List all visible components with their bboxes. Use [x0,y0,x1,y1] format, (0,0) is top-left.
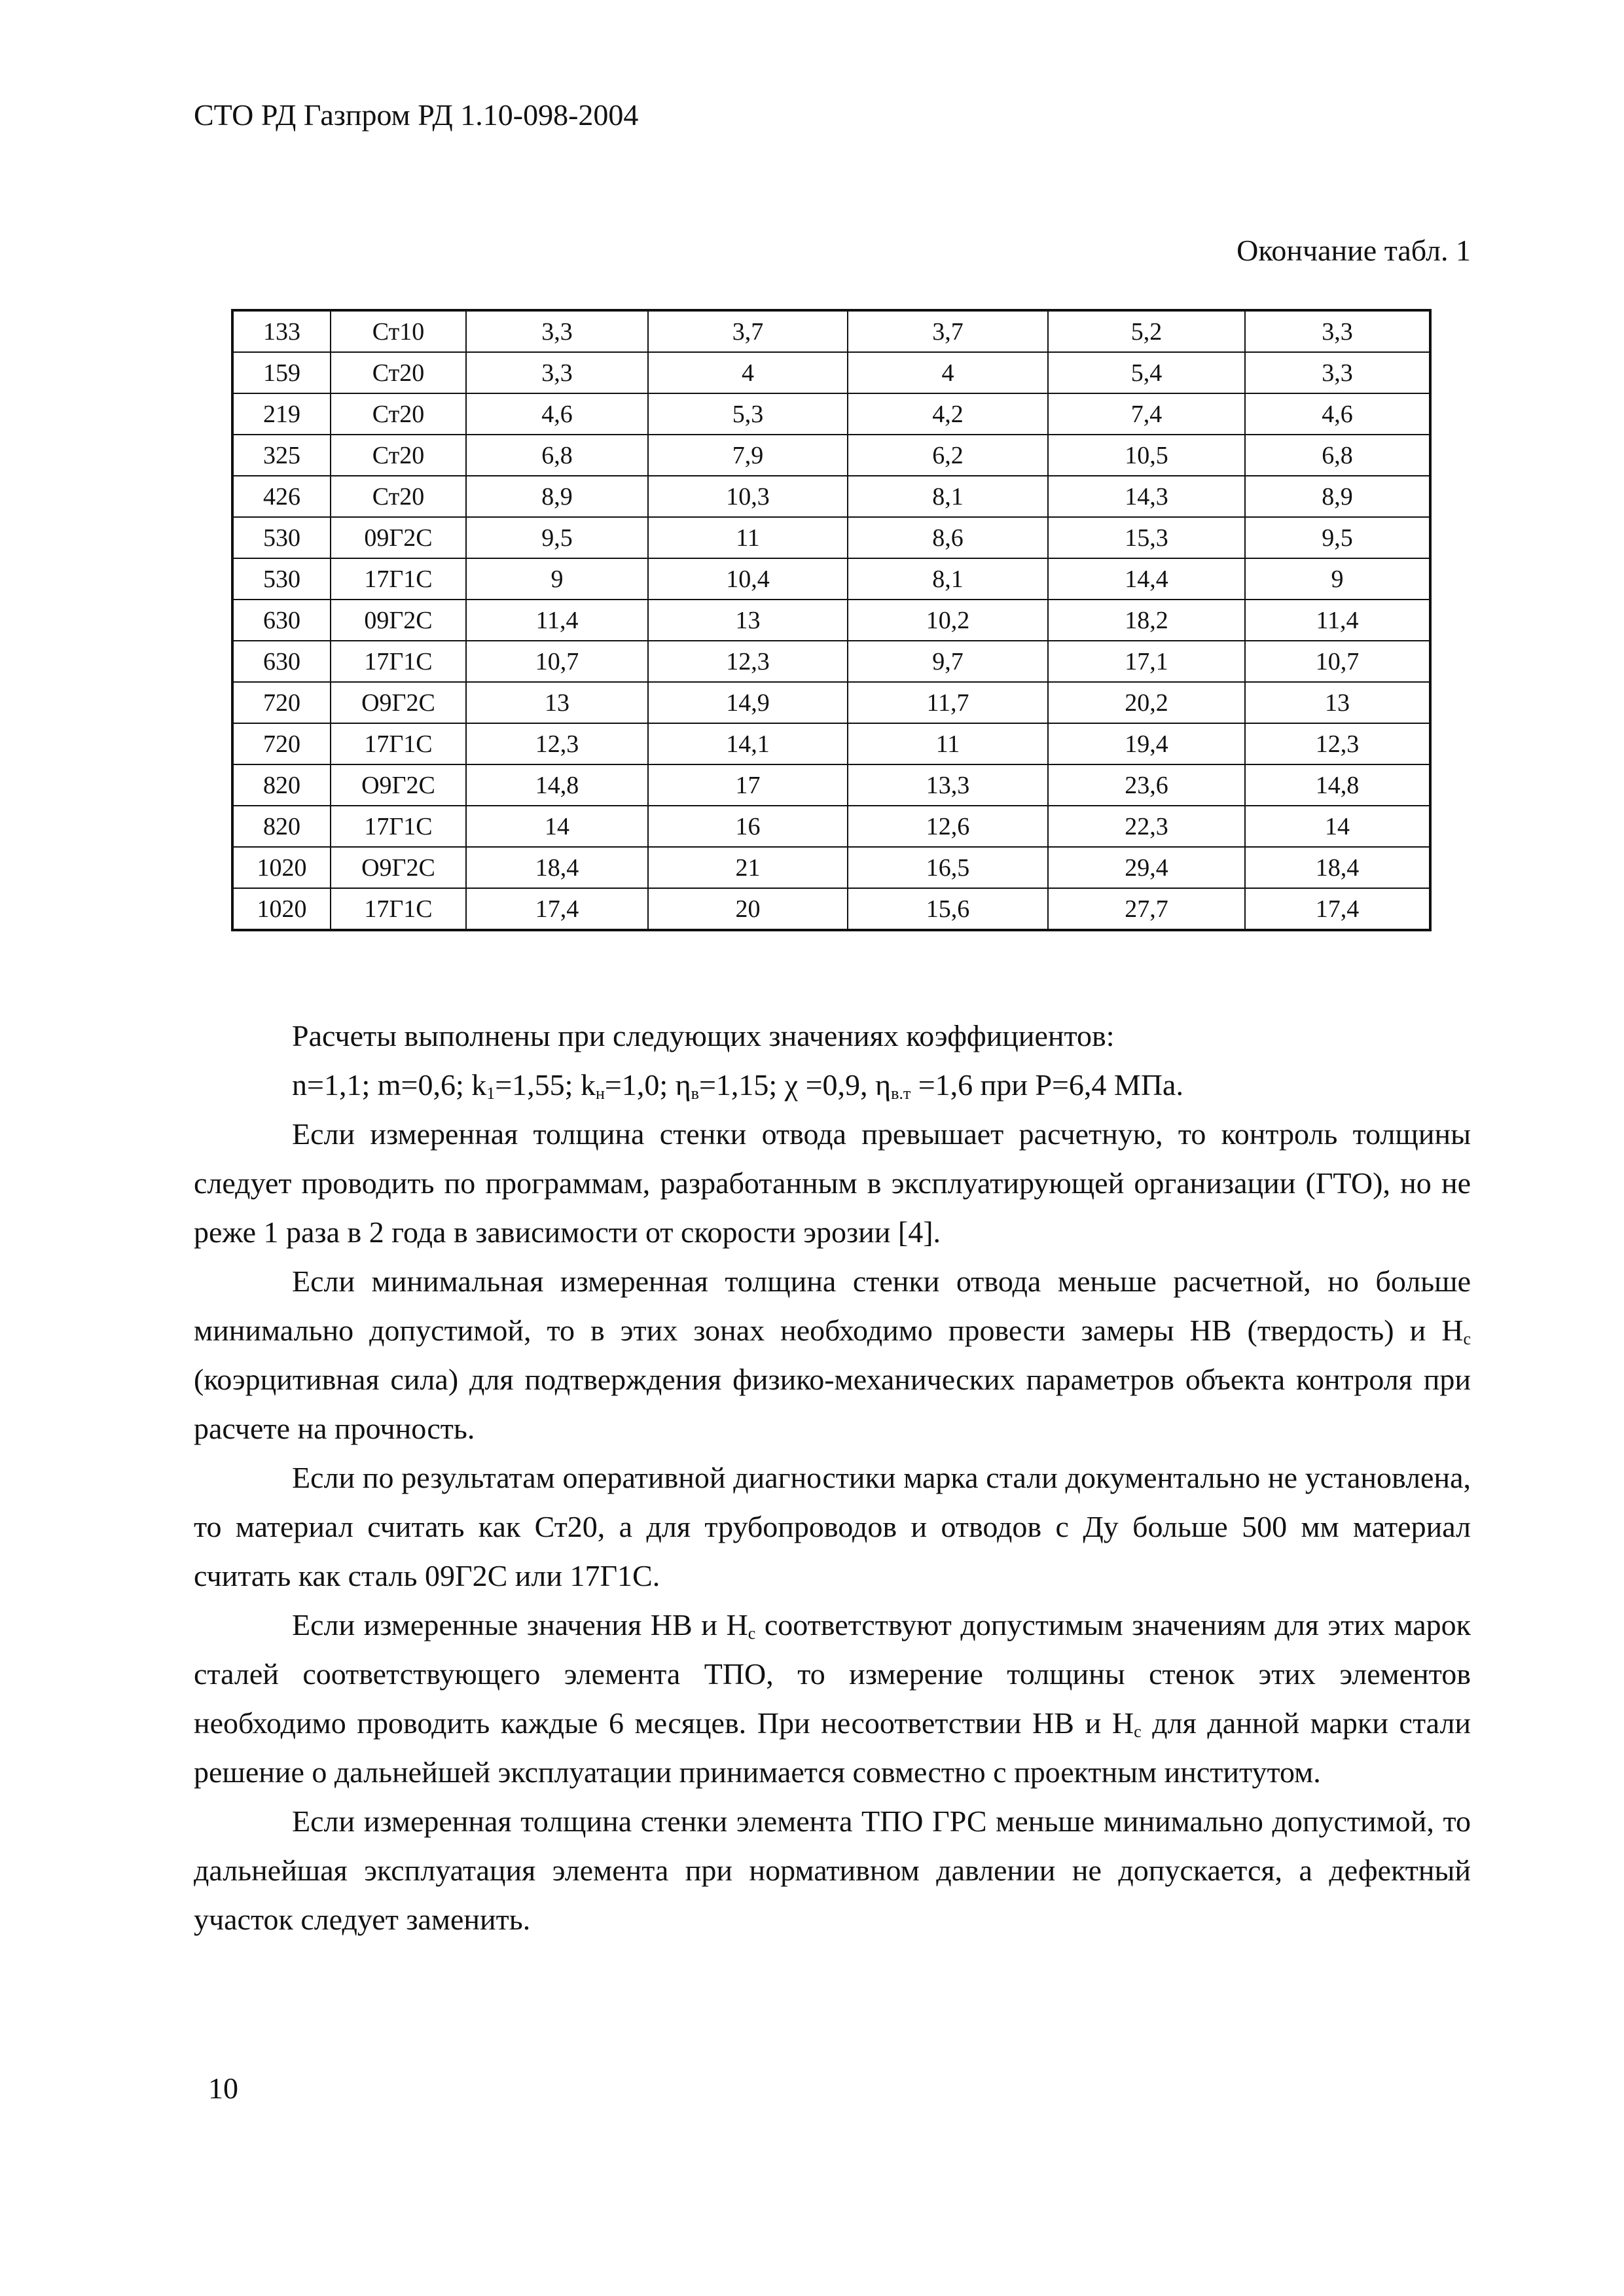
table-cell: 11,4 [466,600,648,641]
table-cell: 17Г1С [331,641,466,682]
table-cell: Ст20 [331,352,466,393]
document-header: СТО РД Газпром РД 1.10-098-2004 [194,98,639,132]
table-cell: 9 [1245,558,1430,600]
table-cell: 17Г1С [331,723,466,764]
table-cell: 6,2 [848,435,1048,476]
data-table [231,309,1432,931]
coef-text-5: =1,6 при Р=6,4 МПа. [911,1068,1183,1102]
table-cell: 19,4 [1048,723,1245,764]
table-cell: Ст20 [331,393,466,435]
table-cell: 14 [1245,806,1430,847]
table-row [232,352,1430,393]
table-cell: 133 [232,310,331,352]
table-cell: 9,5 [1245,517,1430,558]
table-cell: 21 [648,847,848,888]
paragraph-hardness-measurement [194,1257,1471,1453]
p6-text-b: соответствуют допустимым значениям для этих марок сталей соответствующего элемента ТПО, то измерение толщины стенок этих элементов необходимо проводить каждые 6 месяцев. При несоответствии НВ и Н [194,1608,1471,1740]
table-cell: 15,3 [1048,517,1245,558]
table-cell: Ст20 [331,435,466,476]
table-cell: 17Г1С [331,558,466,600]
table-row [232,517,1430,558]
table-cell: 630 [232,641,331,682]
table-cell: 09Г2С [331,517,466,558]
table-cell: 3,7 [848,310,1048,352]
table-cell: 09Г2С [331,600,466,641]
table-cell: 3,3 [466,352,648,393]
table-cell: 14,1 [648,723,848,764]
table-cell: 4,6 [466,393,648,435]
table-cell: 720 [232,723,331,764]
table-row [232,641,1430,682]
p6-text-a: Если измеренные значения НВ и Н [292,1608,748,1641]
body-text [194,1011,1471,1944]
table-cell: 13 [1245,682,1430,723]
table-cell: 3,3 [1245,310,1430,352]
table-cell: О9Г2С [331,847,466,888]
p6-sub-1: с [748,1624,756,1643]
table-cell: 14,9 [648,682,848,723]
table-cell: 18,4 [466,847,648,888]
paragraph-intro: Расчеты выполнены при следующих значениях коэффициентов: [292,1019,1115,1052]
paragraph-measurement-interval [194,1600,1471,1797]
table-row [232,764,1430,806]
table-cell: 8,1 [848,476,1048,517]
coef-sub-etavt: в.т [891,1084,911,1103]
table-cell: 12,3 [466,723,648,764]
table-cell: 18,4 [1245,847,1430,888]
table-cell: 219 [232,393,331,435]
table-cell: 720 [232,682,331,723]
table-cell: 10,4 [648,558,848,600]
paragraph-replacement: Если измеренная толщина стенки элемента ТПО ГРС меньше минимально допустимой, то дальнейшая эксплуатация элемента при нормативном давлении не допускается, а дефектный участок следует заменить. [194,1804,1471,1936]
table-cell: 820 [232,764,331,806]
table-cell: 325 [232,435,331,476]
table-cell: 16,5 [848,847,1048,888]
table-cell: 10,5 [1048,435,1245,476]
table-cell: 10,7 [1245,641,1430,682]
table-row [232,682,1430,723]
table-cell: О9Г2С [331,682,466,723]
table-cell: Ст10 [331,310,466,352]
table-cell: 14,3 [1048,476,1245,517]
table-cell: 1020 [232,888,331,930]
table-cell: 3,3 [1245,352,1430,393]
table-cell: 11,7 [848,682,1048,723]
table-cell: 8,9 [466,476,648,517]
table-cell: 12,3 [1245,723,1430,764]
table-cell: 20,2 [1048,682,1245,723]
table-cell: 14,8 [1245,764,1430,806]
table-row [232,888,1430,930]
p4-text-b: (коэрцитивная сила) для подтверждения физико-механических параметров объекта контроля при расчете на прочность. [194,1363,1471,1445]
table-cell: 18,2 [1048,600,1245,641]
table-cell: 530 [232,517,331,558]
table-cell: 4 [848,352,1048,393]
table-cell: 14,8 [466,764,648,806]
table-row [232,600,1430,641]
table-cell: Ст20 [331,476,466,517]
table-cell: 17Г1С [331,888,466,930]
table-cell: 13,3 [848,764,1048,806]
table-cell: 10,3 [648,476,848,517]
table-cell: 27,7 [1048,888,1245,930]
coef-sub-k1: 1 [486,1084,496,1103]
table-row [232,806,1430,847]
table-cell: 4,2 [848,393,1048,435]
page-number: 10 [208,2072,238,2105]
table-cell: 8,9 [1245,476,1430,517]
table-cell: 6,8 [1245,435,1430,476]
coef-text-2: =1,55; k [495,1068,596,1102]
table-row [232,393,1430,435]
table-cell: 5,3 [648,393,848,435]
table-cell: 3,3 [466,310,648,352]
table-cell: 22,3 [1048,806,1245,847]
coef-sub-kn: н [595,1084,605,1103]
table-cell: 17Г1С [331,806,466,847]
table-caption: Окончание табл. 1 [1236,234,1471,267]
table-cell: 9,5 [466,517,648,558]
table-cell: 3,7 [648,310,848,352]
table-cell: 8,6 [848,517,1048,558]
table-row [232,435,1430,476]
table-cell: 29,4 [1048,847,1245,888]
table-cell: 4 [648,352,848,393]
table-row [232,847,1430,888]
table-cell: 630 [232,600,331,641]
table-cell: 10,2 [848,600,1048,641]
table-cell: 17,4 [1245,888,1430,930]
table-cell: 820 [232,806,331,847]
p6-text-c: для данной марки стали решение о дальнейшей эксплуатации принимается совместно с проектным институтом. [194,1706,1471,1789]
p6-sub-2: с [1134,1722,1142,1741]
table-cell: 11 [848,723,1048,764]
table-cell: 15,6 [848,888,1048,930]
table-body [232,310,1430,930]
table-cell: 17 [648,764,848,806]
table-cell: 1020 [232,847,331,888]
paragraph-thickness-control: Если измеренная толщина стенки отвода превышает расчетную, то контроль толщины следует проводить по программам, разработанным в эксплуатирующей организации (ГТО), но не реже 1 раза в 2 года в зависимости от скорости эрозии [4]. [194,1117,1471,1249]
table-cell: 14,4 [1048,558,1245,600]
table-row [232,310,1430,352]
table-cell: 7,9 [648,435,848,476]
table-cell: 5,2 [1048,310,1245,352]
table-cell: 14 [466,806,648,847]
table-cell: 20 [648,888,848,930]
table-row [232,723,1430,764]
coef-sub-eta: в [691,1084,699,1103]
table-cell: О9Г2С [331,764,466,806]
table-cell: 6,8 [466,435,648,476]
table-cell: 23,6 [1048,764,1245,806]
table-cell: 530 [232,558,331,600]
table-cell: 13 [466,682,648,723]
table-cell: 12,3 [648,641,848,682]
table-cell: 7,4 [1048,393,1245,435]
table-cell: 9 [466,558,648,600]
table-cell: 17,1 [1048,641,1245,682]
coef-text-3: =1,0; η [604,1068,691,1102]
table-cell: 9,7 [848,641,1048,682]
paragraph-steel-grade: Если по результатам оперативной диагностики марка стали документально не установлена, то материал считать как Ст20, а для трубопроводов и отводов с Ду больше 500 мм материал считать как сталь 09Г2С или 17Г1С. [194,1461,1471,1592]
table-cell: 4,6 [1245,393,1430,435]
table-cell: 11,4 [1245,600,1430,641]
table-cell: 16 [648,806,848,847]
table-row [232,476,1430,517]
table-cell: 426 [232,476,331,517]
p4-text-a: Если минимальная измеренная толщина стенки отвода меньше расчетной, но больше минимально допустимой, то в этих зонах необходимо провести замеры НВ (твердость) и Н [194,1265,1471,1347]
table-cell: 17,4 [466,888,648,930]
coef-text-1: n=1,1; m=0,6; k [292,1068,487,1102]
p4-sub: с [1463,1329,1471,1348]
table-cell: 11 [648,517,848,558]
paragraph-coefficients [194,1060,1471,1109]
table-cell: 5,4 [1048,352,1245,393]
table-cell: 159 [232,352,331,393]
coef-text-4: =1,15; χ =0,9, η [698,1068,892,1102]
table-cell: 10,7 [466,641,648,682]
table-cell: 13 [648,600,848,641]
table-row [232,558,1430,600]
table-cell: 8,1 [848,558,1048,600]
table-cell: 12,6 [848,806,1048,847]
